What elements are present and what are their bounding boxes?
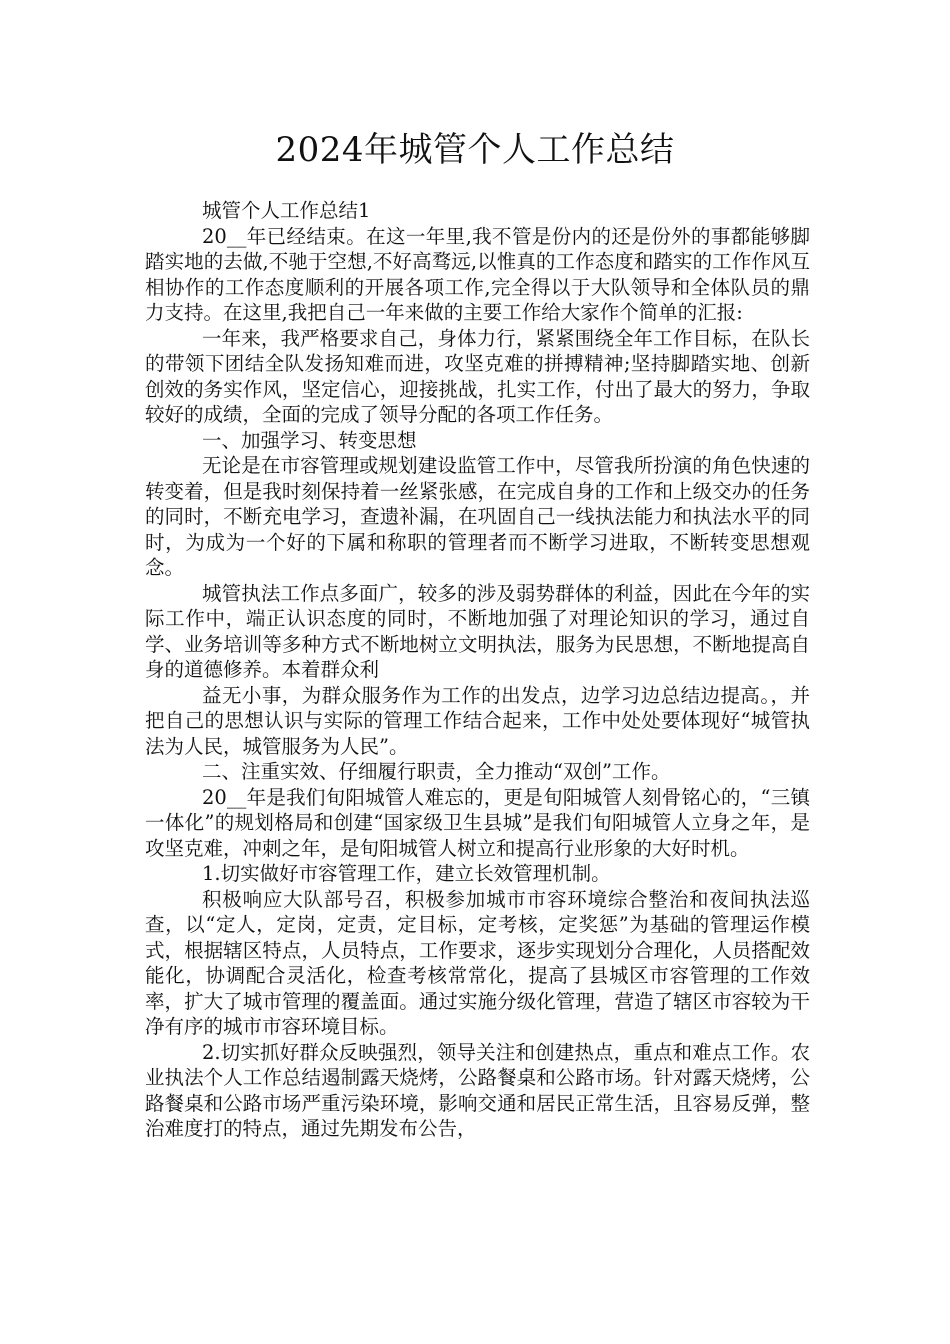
paragraph: 益无小事，为群众服务作为工作的出发点，边学习边总结边提高。，并把自己的思想认识与实际的管理工作结合起来，工作中处处要体现好“城管执法为人民，城管服务为人民”。 [145, 683, 810, 758]
paragraph: 20__年是我们旬阳城管人难忘的，更是旬阳城管人刻骨铭心的，“三镇一体化”的规划格局和创建“国家级卫生县城”是我们旬阳城管人立身之年，是攻坚克难，冲刺之年，是旬阳城管人树立和提高行业形象的大好时机。 [145, 785, 810, 860]
subsection-heading-1: 1.切实做好市容管理工作，建立长效管理机制。 [202, 862, 611, 885]
paragraph: 一年来，我严格要求自己，身体力行，紧紧围绕全年工作目标，在队长的带领下团结全队发扬知难而进，攻坚克难的拼搏精神;坚持脚踏实地、创新创效的务实作风，坚定信心，迎接挑战，扎实工作，付出了最大的努力，争取较好的成绩，全面的完成了领导分配的各项工作任务。 [145, 326, 810, 426]
paragraph: 积极响应大队部号召，积极参加城市市容环境综合整治和夜间执法巡查，以“定人，定岗，定责，定目标，定考核，定奖惩”为基础的管理运作模式，根据辖区特点，人员特点，工作要求，逐步实现划分合理化，人员搭配效能化，协调配合灵活化，检查考核常常化，提高了县城区市容管理的工作效率，扩大了城市管理的覆盖面。通过实施分级化管理，营造了辖区市容较为干净有序的城市市容环境目标。 [145, 887, 810, 1038]
paragraph: 城管执法工作点多面广，较多的涉及弱势群体的利益，因此在今年的实际工作中，端正认识态度的同时，不断地加强了对理论知识的学习，通过自学、业务培训等多种方式不断地树立文明执法，服务为民思想，不断地提高自身的道德修养。本着群众利 [145, 581, 810, 681]
paragraph-heading-1: 城管个人工作总结1 [202, 199, 371, 222]
document-body [145, 198, 810, 1142]
section-heading-2: 二、注重实效、仔细履行职责，全力推动“双创”工作。 [202, 760, 671, 783]
paragraph: 无论是在市容管理或规划建设监管工作中，尽管我所扮演的角色快速的转变着，但是我时刻保持着一丝紧张感，在完成自身的工作和上级交办的任务的同时，不断充电学习，查遗补漏，在巩固自己一线执法能力和执法水平的同时，为成为一个好的下属和称职的管理者而不断学习进取，不断转变思想观念。 [145, 454, 810, 579]
section-heading-1: 一、加强学习、转变思想 [202, 428, 417, 452]
paragraph: 20__年已经结束。在这一年里,我不管是份内的还是份外的事都能够脚踏实地的去做,不驰于空想,不好高骛远,以惟真的工作态度和踏实的工作作风互相协作的工作态度顺利的开展各项工作,完全得以于大队领导和全体队员的鼎力支持。在这里,我把自己一年来做的主要工作给大家作个简单的汇报: [145, 224, 810, 324]
document-title: 2024年城管个人工作总结 [275, 130, 675, 170]
paragraph: 2.切实抓好群众反映强烈，领导关注和创建热点，重点和难点工作。农业执法个人工作总结遏制露天烧烤，公路餐桌和公路市场。针对露天烧烤，公路餐桌和公路市场严重污染环境，影响交通和居民正常生活，且容易反弹，整治难度打的特点，通过先期发布公告， [145, 1040, 810, 1140]
